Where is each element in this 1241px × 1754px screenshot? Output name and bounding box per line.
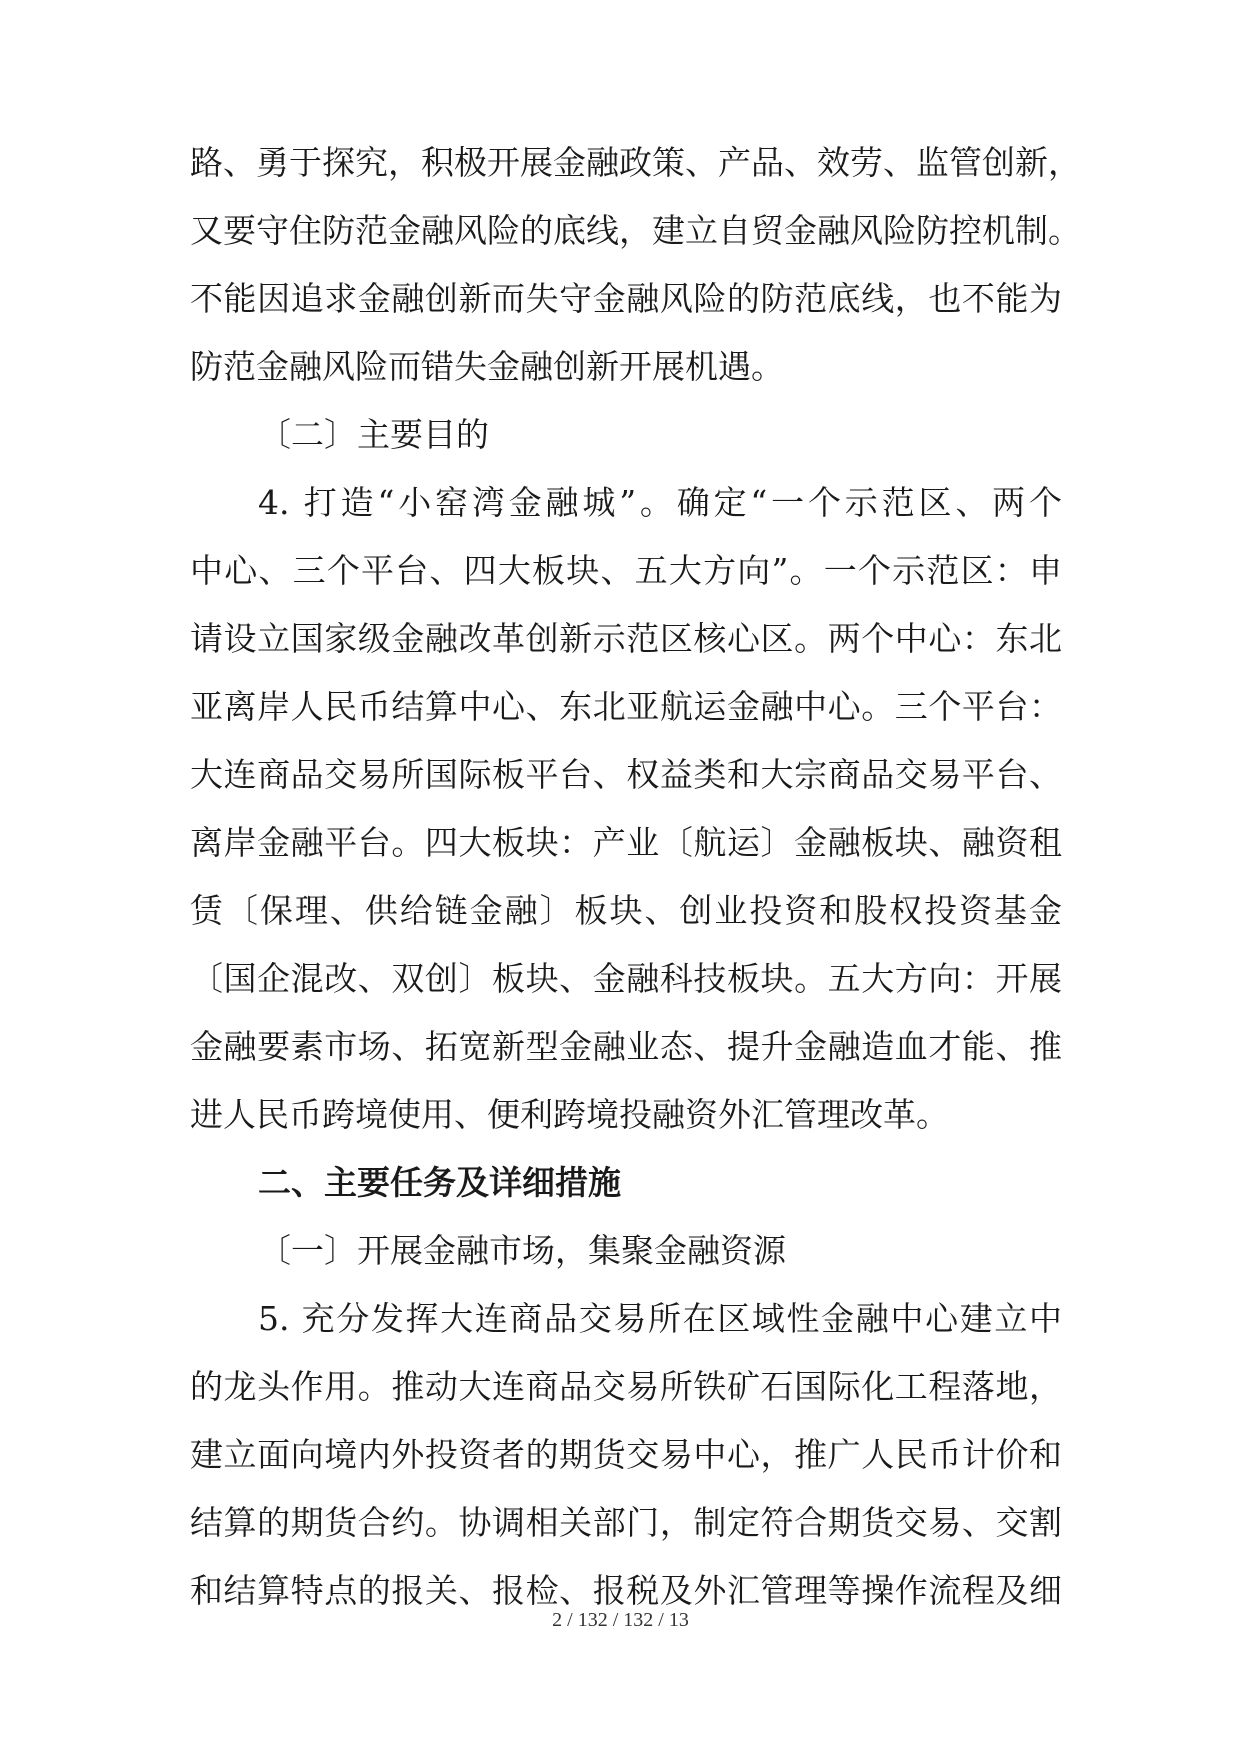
sub-heading: 〔一〕开展金融市场，集聚金融资源: [258, 1231, 786, 1270]
paragraph-line: 金融要素市场、拓宽新型金融业态、提升金融造血才能、推: [190, 1027, 1062, 1066]
paragraph-line: 亚离岸人民币结算中心、东北亚航运金融中心。三个平台：: [190, 687, 1062, 726]
paragraph-line: 和结算特点的报关、报检、报税及外汇管理等操作流程及细: [190, 1571, 1062, 1610]
paragraph-line: 的龙头作用。推动大连商品交易所铁矿石国际化工程落地，: [190, 1367, 1062, 1406]
paragraph-line: 大连商品交易所国际板平台、权益类和大宗商品交易平台、: [190, 755, 1062, 794]
paragraph-line: 不能因追求金融创新而失守金融风险的防范底线，也不能为: [190, 279, 1062, 318]
paragraph-line: 又要守住防范金融风险的底线，建立自贸金融风险防控机制。: [190, 211, 1081, 250]
paragraph-line: 防范金融风险而错失金融创新开展机遇。: [190, 347, 784, 386]
paragraph-line: 5. 充分发挥大连商品交易所在区域性金融中心建立中: [258, 1299, 1062, 1338]
paragraph-line: 4. 打造“小窑湾金融城”。确定“一个示范区、两个: [258, 483, 1062, 522]
paragraph-line: 中心、三个平台、四大板块、五大方向”。一个示范区：申: [190, 551, 1062, 590]
paragraph-line: 〔国企混改、双创〕板块、金融科技板块。五大方向：开展: [190, 959, 1062, 998]
paragraph-line: 建立面向境内外投资者的期货交易中心，推广人民币计价和: [190, 1435, 1062, 1474]
paragraph-line: 结算的期货合约。协调相关部门，制定符合期货交易、交割: [190, 1503, 1062, 1542]
paragraph-line: 请设立国家级金融改革创新示范区核心区。两个中心：东北: [190, 619, 1062, 658]
page-number-footer: 2 / 132 / 132 / 13: [552, 1609, 689, 1631]
paragraph-line: 离岸金融平台。四大板块：产业〔航运〕金融板块、融资租: [190, 823, 1062, 862]
paragraph-line: 赁〔保理、供给链金融〕板块、创业投资和股权投资基金: [190, 891, 1062, 930]
section-heading: 二、主要任务及详细措施: [258, 1163, 621, 1202]
sub-heading: 〔二〕主要目的: [258, 415, 489, 454]
paragraph-line: 路、勇于探究，积极开展金融政策、产品、效劳、监管创新，: [190, 143, 1081, 182]
paragraph-line: 进人民币跨境使用、便利跨境投融资外汇管理改革。: [190, 1095, 949, 1134]
